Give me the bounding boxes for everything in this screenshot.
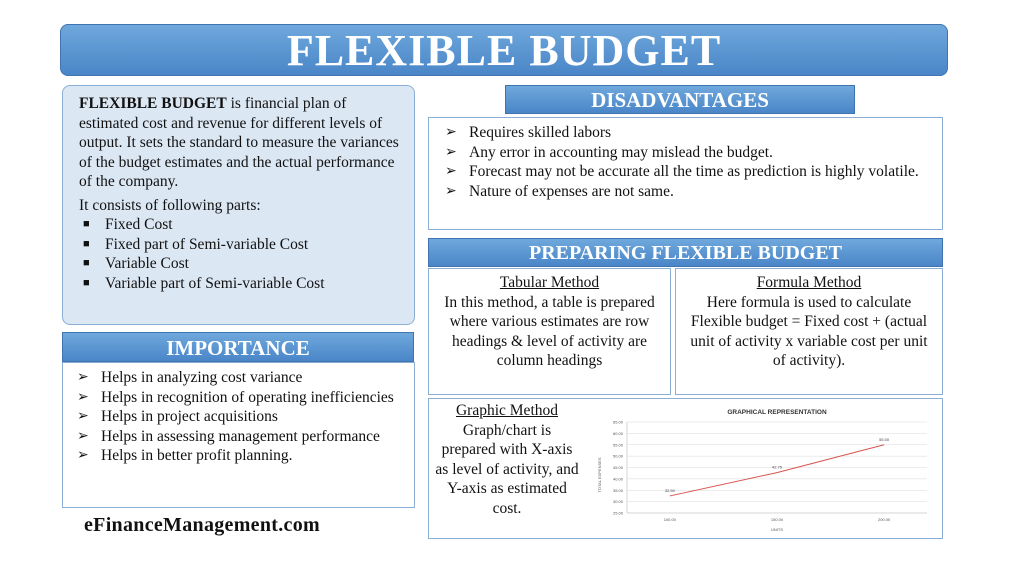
x-tick-label: 200.00 <box>878 517 891 522</box>
arrow-bullet-icon: ➢ <box>445 164 457 179</box>
list-item: ■ Fixed part of Semi-variable Cost <box>83 235 309 253</box>
list-item: ■ Variable part of Semi-variable Cost <box>83 274 325 292</box>
arrow-bullet-icon: ➢ <box>77 448 89 463</box>
arrow-bullet-icon: ➢ <box>445 144 457 160</box>
list-item: ➢ Nature of expenses are not same. <box>445 182 674 200</box>
disadvantages-heading: DISADVANTAGES <box>505 85 855 114</box>
y-tick-label: 30.00 <box>612 499 623 505</box>
arrow-bullet-icon: ➢ <box>445 183 457 199</box>
arrow-bullet-icon: ➢ <box>77 370 89 385</box>
preparing-heading: PREPARING FLEXIBLE BUDGET <box>428 238 943 267</box>
disadvantages-list <box>443 123 934 201</box>
tabular-method-box <box>428 268 671 395</box>
chart-x-axis-label: UNITS <box>771 527 783 532</box>
data-label: 55.00 <box>879 436 890 442</box>
disadvantages-box <box>428 117 943 230</box>
y-tick-label: 35.00 <box>612 487 623 493</box>
formula-method-box <box>675 268 943 395</box>
list-item: ➢ Helps in project acquisitions <box>77 408 278 425</box>
square-bullet-icon: ■ <box>83 218 90 230</box>
arrow-bullet-icon: ➢ <box>77 389 89 405</box>
list-item: ➢ Helps in assessing management performance <box>77 427 380 445</box>
graphic-method-title: Graphic Method <box>455 402 558 419</box>
parts-intro: It consists of following parts: <box>79 196 261 214</box>
definition-text <box>79 94 400 192</box>
importance-heading: IMPORTANCE <box>62 332 414 362</box>
y-tick-label: 60.00 <box>612 430 623 436</box>
square-bullet-icon: ■ <box>83 257 90 269</box>
formula-method-text: Here formula is used to calculate Flexible budget = Fixed cost + (actual unit of activity x variable cost per unit of activity). <box>690 293 928 369</box>
brand-footer: eFinanceManagement.com <box>84 514 320 536</box>
arrow-bullet-icon: ➢ <box>445 125 457 140</box>
definition-box <box>62 85 415 325</box>
y-tick-label: 40.00 <box>612 476 623 482</box>
formula-method-title: Formula Method <box>756 274 862 291</box>
chart-series <box>665 437 890 496</box>
x-tick-label: 100.00 <box>663 517 676 522</box>
arrow-bullet-icon: ➢ <box>77 409 89 424</box>
y-tick-label: 25.00 <box>612 510 623 516</box>
chart-title: GRAPHICAL REPRESENTATION <box>727 409 827 416</box>
list-item: ➢ Any error in accounting may mislead the budget. <box>445 143 773 161</box>
graphic-method-text: Graph/chart is prepared with X-axis as level of activity, and Y-axis as estimated cost. <box>435 421 579 517</box>
list-item: ■ Fixed Cost <box>83 216 173 233</box>
chart-y-axis-label: TOTAL EXPENSES <box>597 457 602 493</box>
page-title: FLEXIBLE BUDGET <box>60 24 948 76</box>
list-item: ➢ Forecast may not be accurate all the time as prediction is highly volatile. <box>445 163 919 180</box>
graphical-representation-chart <box>587 403 939 535</box>
chart-ticks <box>613 420 891 523</box>
x-tick-label: 150.00 <box>770 517 784 522</box>
arrow-bullet-icon: ➢ <box>77 428 89 444</box>
list-item: ➢ Helps in analyzing cost variance <box>77 369 303 386</box>
square-bullet-icon: ■ <box>83 276 90 289</box>
importance-box <box>62 362 415 508</box>
definition-term: FLEXIBLE BUDGET <box>79 95 227 112</box>
parts-list <box>79 215 400 293</box>
tabular-method-title: Tabular Method <box>499 274 600 291</box>
square-bullet-icon: ■ <box>83 237 90 250</box>
definition-body: is financial plan of estimated cost and revenue for different levels of output. It sets the standard to measure the variances of the budget estimates and the actual performance of the company. <box>79 95 399 190</box>
list-item: ➢ Requires skilled labors <box>445 124 612 141</box>
tabular-method-text: In this method, a table is prepared where various estimates are row headings & level of activity are column headings <box>444 293 655 369</box>
graphic-method-description <box>435 401 579 518</box>
list-item: ➢ Helps in recognition of operating inefficiencies <box>77 388 394 406</box>
y-tick-label: 50.00 <box>612 453 623 459</box>
series-line <box>670 445 884 496</box>
data-label: 42.75 <box>771 464 783 470</box>
importance-list <box>75 368 406 466</box>
graphic-method-box <box>428 398 943 539</box>
y-tick-label: 65.00 <box>612 419 623 425</box>
y-tick-label: 45.00 <box>612 465 623 470</box>
y-tick-label: 55.00 <box>612 442 623 448</box>
data-label: 32.50 <box>664 487 675 493</box>
list-item: ➢ Helps in better profit planning. <box>77 447 293 464</box>
list-item: ■ Variable Cost <box>83 255 189 272</box>
